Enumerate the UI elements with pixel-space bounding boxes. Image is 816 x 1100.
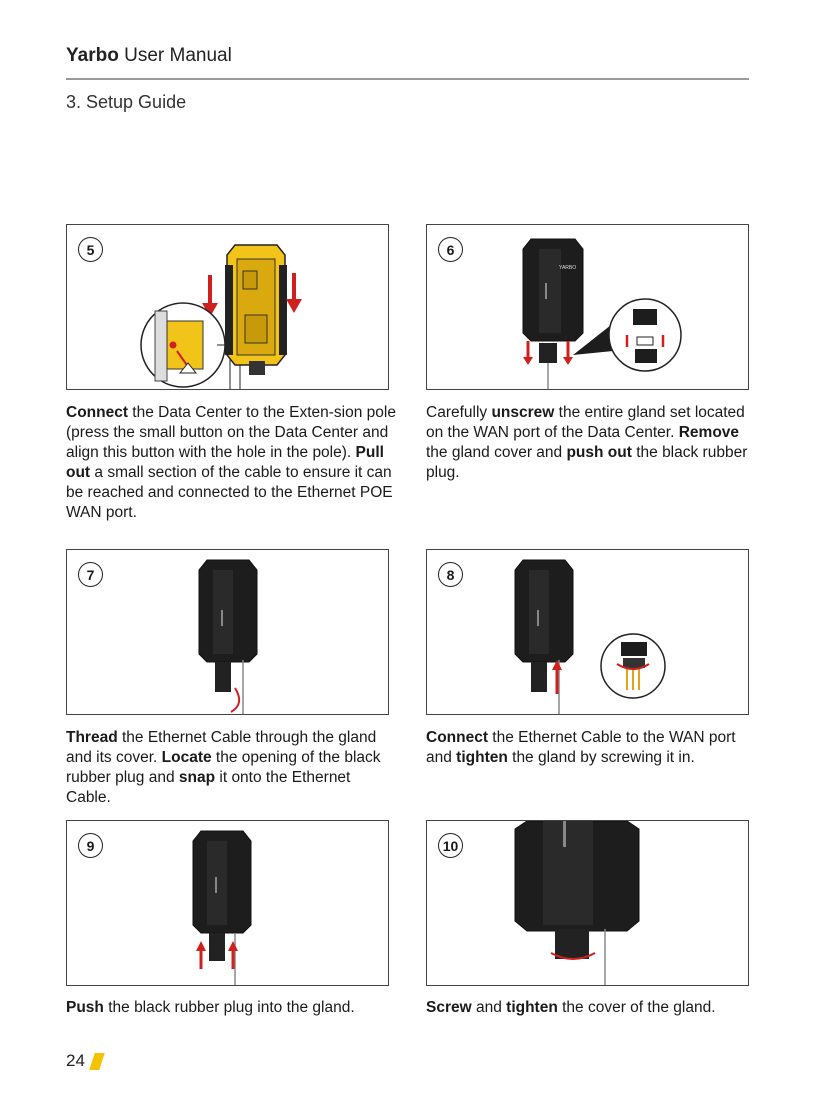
caption-text: the gland by screwing it in.: [507, 749, 695, 766]
caption-emphasis: Connect: [426, 729, 488, 746]
step-number-badge: 6: [438, 237, 463, 262]
page-number: 24: [66, 1051, 85, 1070]
caption-emphasis: Push: [66, 999, 104, 1016]
caption-text: Carefully: [426, 404, 492, 421]
step-10-illustration: [426, 820, 749, 986]
step-number-badge: 7: [78, 562, 103, 587]
section-title: 3. Setup Guide: [66, 92, 187, 112]
step-8-illustration: [426, 549, 749, 715]
device-logo: YARBO: [559, 265, 577, 271]
header-divider: [66, 78, 749, 80]
step-number-badge: 9: [78, 833, 103, 858]
caption-emphasis: tighten: [506, 999, 558, 1016]
caption-text: the entire gland set located on the WAN port of the Data Center.: [426, 404, 745, 441]
step-10-caption: [426, 998, 756, 1018]
caption-text: it onto the Ethernet Cable.: [66, 769, 351, 806]
caption-emphasis: Thread: [66, 729, 118, 746]
caption-text: the Ethernet Cable through the gland and its cover.: [66, 729, 377, 766]
cable-threading-drawing: [67, 550, 389, 715]
caption-text: the gland cover and: [426, 444, 567, 461]
datacenter-mount-drawing: [67, 225, 389, 390]
caption-emphasis: push out: [566, 444, 632, 461]
step-5-illustration: [66, 224, 389, 390]
step-5-caption: [66, 403, 396, 523]
caption-text: the Ethernet Cable to the WAN port and: [426, 729, 736, 766]
gland-removal-drawing: [427, 225, 749, 390]
step-number-badge: 8: [438, 562, 463, 587]
caption-emphasis: Connect: [66, 404, 128, 421]
caption-text: the Data Center to the Exten-sion pole (press the small button on the Data Center and align this button with the hole in the pole).: [66, 404, 396, 461]
step-7-illustration: [66, 549, 389, 715]
step-8-caption: [426, 728, 756, 768]
manual-header: [66, 45, 232, 67]
caption-text: the cover of the gland.: [557, 999, 716, 1016]
caption-emphasis: tighten: [456, 749, 508, 766]
step-9-illustration: [66, 820, 389, 986]
caption-text: the black rubber plug into the gland.: [103, 999, 355, 1016]
step-number-badge: 10: [438, 833, 463, 858]
step-number-badge: 5: [78, 237, 103, 262]
caption-text: a small section of the cable to ensure it can be reached and connected to the Ethernet POE WAN port.: [66, 464, 393, 521]
caption-text: the black rubber plug.: [426, 444, 748, 481]
page-accent-mark: [89, 1053, 105, 1070]
manual-title: User Manual: [124, 45, 232, 66]
caption-emphasis: Screw: [426, 999, 472, 1016]
step-7-caption: [66, 728, 396, 808]
cover-tighten-drawing: [427, 821, 749, 986]
step-6-illustration: [426, 224, 749, 390]
caption-emphasis: unscrew: [491, 404, 555, 421]
plug-push-drawing: [67, 821, 389, 986]
caption-emphasis: snap: [178, 769, 216, 786]
caption-emphasis: Pull out: [66, 444, 384, 481]
step-6-caption: [426, 403, 756, 483]
caption-emphasis: Remove: [678, 424, 740, 441]
caption-emphasis: Locate: [161, 749, 212, 766]
caption-text: the opening of the black rubber plug and: [66, 749, 381, 786]
step-9-caption: [66, 998, 396, 1018]
cable-connect-drawing: [427, 550, 749, 715]
caption-text: and: [471, 999, 507, 1016]
brand-name: Yarbo: [66, 45, 119, 66]
